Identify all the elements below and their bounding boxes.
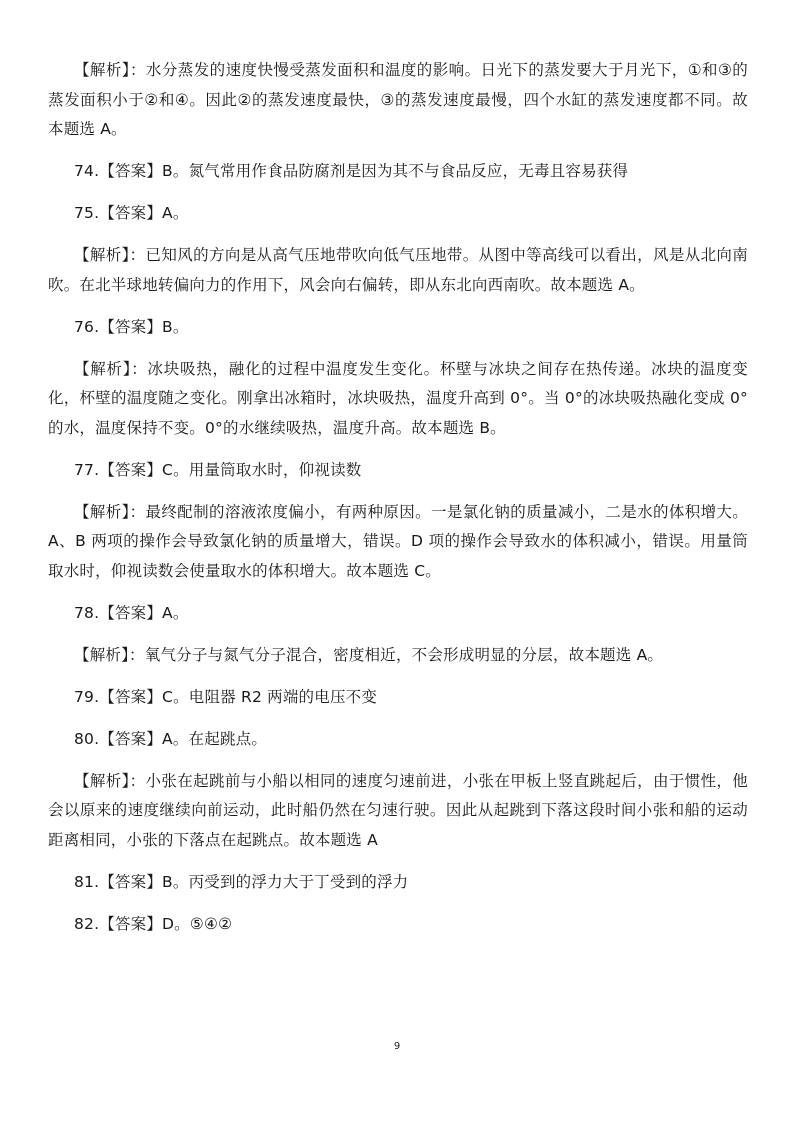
paragraph-analysis-80: 【解析】：小张在起跳前与小船以相同的速度匀速前进，小张在甲板上竖直跳起后，由于惯性，他会以原来的速度继续向前运动，此时船仍然在匀速行驶。因此从起跳到下落这段时间小张和船的运动距离相同，小张的下落点在起跳点。故本题选 A bbox=[48, 771, 748, 849]
paragraph-analysis-78: 【解析】：氧气分子与氮气分子混合，密度相近，不会形成明显的分层，故本题选 A。 bbox=[74, 645, 664, 664]
paragraph-answer-80: 80.【答案】A。在起跳点。 bbox=[74, 729, 268, 748]
paragraph-answer-79: 79.【答案】C。电阻器 R2 两端的电压不变 bbox=[74, 687, 378, 706]
page-number: 9 bbox=[393, 1041, 401, 1052]
paragraph-answer-78: 78.【答案】A。 bbox=[74, 603, 189, 622]
paragraph-answer-82: 82.【答案】D。⑤④② bbox=[74, 914, 233, 933]
paragraph-answer-75: 75.【答案】A。 bbox=[74, 204, 189, 222]
paragraph-analysis-77: 【解析】：最终配制的溶液浓度偏小，有两种原因。一是氯化钠的质量减小，二是水的体积增大。A、B 两项的操作会导致氯化钠的质量增大，错误。D 项的操作会导致水的体积减小，错误。用量筒取水时，仰视读数会使量取水的体积增大。故本题选 C。 bbox=[48, 502, 748, 580]
document-body bbox=[48, 56, 748, 952]
paragraph-analysis-73: 【解析】：水分蒸发的速度快慢受蒸发面积和温度的影响。日光下的蒸发要大于月光下，①和③的蒸发面积小于②和④。因此②的蒸发速度最快，③的蒸发速度最慢，四个水缸的蒸发速度都不同。故本题选 A。 bbox=[48, 61, 748, 138]
paragraph-answer-74: 74.【答案】B。氮气常用作食品防腐剂是因为其不与食品反应，无毒且容易获得 bbox=[74, 162, 629, 180]
paragraph-answer-77: 77.【答案】C。用量筒取水时，仰视读数 bbox=[74, 460, 362, 479]
paragraph-analysis-76: 【解析】：冰块吸热，融化的过程中温度发生变化。杯壁与冰块之间存在热传递。冰块的温度变化，杯壁的温度随之变化。刚拿出冰箱时，冰块吸热，温度升高到 0°。当 0°的冰块吸热融化变成 0°的水，温度保持不变。0°的水继续吸热，温度升高。故本题选 B。 bbox=[48, 359, 748, 437]
paragraph-answer-81: 81.【答案】B。丙受到的浮力大于丁受到的浮力 bbox=[74, 872, 409, 891]
paragraph-answer-76: 76.【答案】B。 bbox=[74, 317, 189, 336]
paragraph-analysis-75: 【解析】：已知风的方向是从高气压地带吹向低气压地带。从图中等高线可以看出，风是从北向南吹。在北半球地转偏向力的作用下，风会向右偏转，即从东北向西南吹。故本题选 A。 bbox=[48, 246, 748, 294]
